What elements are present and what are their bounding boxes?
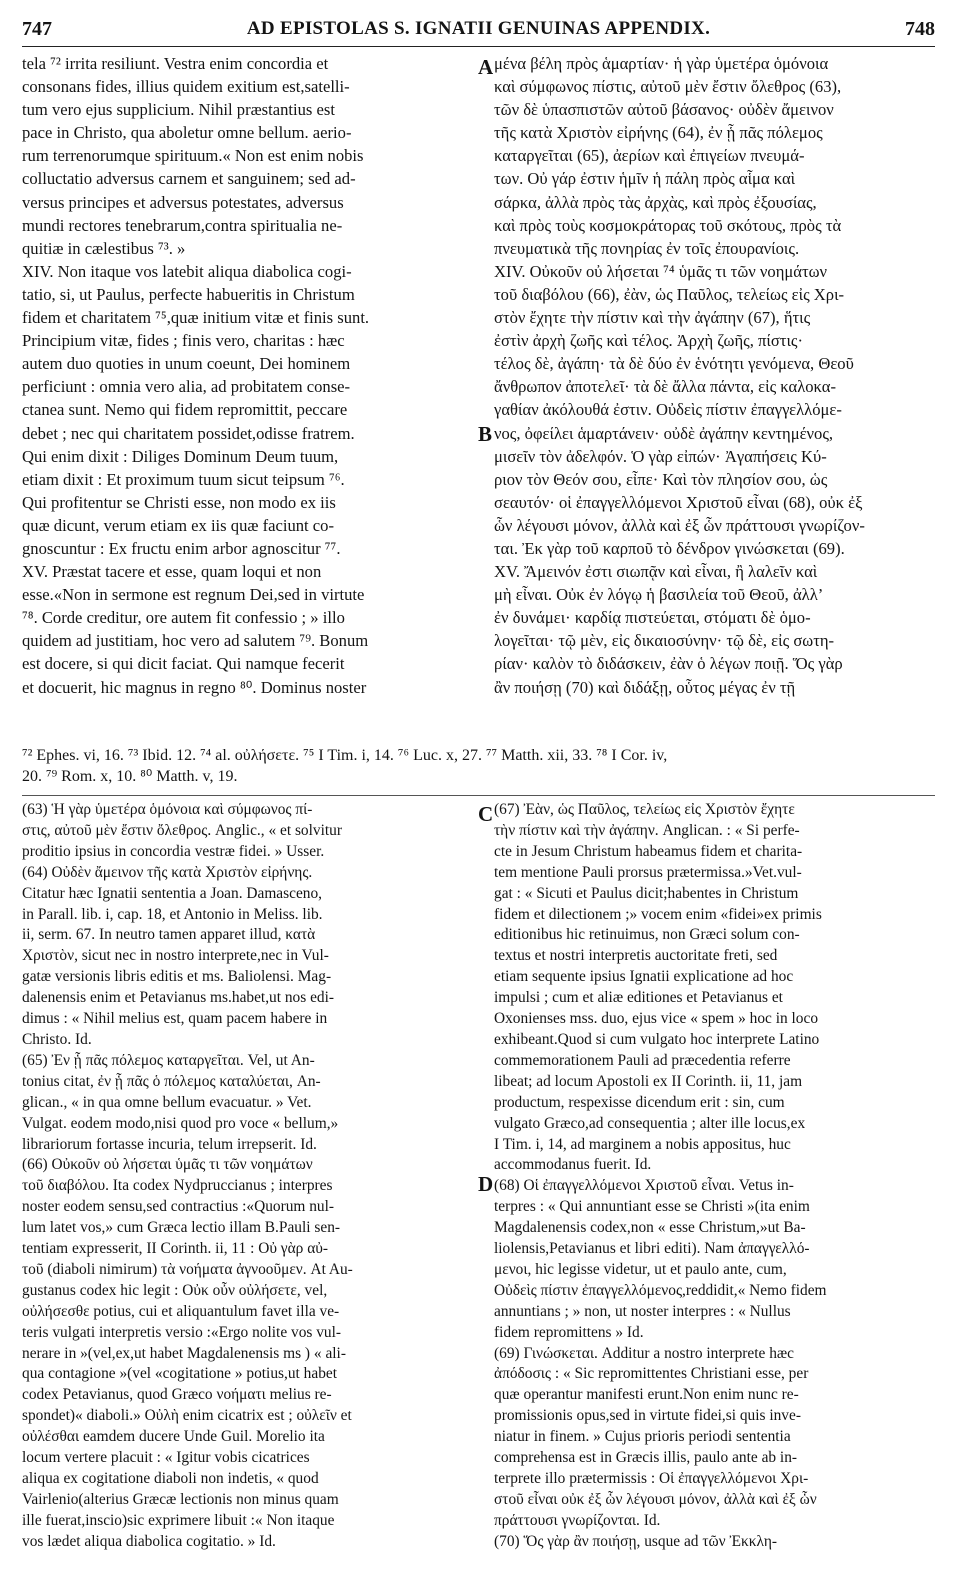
- commentary-line: (66) Οὐκοῦν οὐ λήσεται ὑμᾶς τι τῶν νοημάτων: [22, 1156, 313, 1174]
- commentary-line: cte in Jesum Christum habeamus fidem et charita-: [494, 842, 803, 860]
- greek-text-line: μισεῖν τὸν ἀδελφόν. Ὁ γὰρ εἰπών· Ἀγαπήσεις Κύ-: [494, 446, 827, 466]
- latin-text-line: quæ dicunt, verum etiam ex iis quæ faciunt co-: [22, 515, 334, 535]
- commentary-line: editionibus hic retinuimus, non Græci solum con-: [494, 926, 800, 944]
- commentary-line: στις, αὐτοῦ μὲν ἔστιν ὄλεθρος. Anglic., « et solvitur: [22, 821, 342, 839]
- commentary-line: quæ operantur manifesti erunt.Non enim nunc re-: [494, 1386, 799, 1404]
- footnote-line: ⁷² Ephes. vi, 16. ⁷³ Ibid. 12. ⁷⁴ al. οὐλήσετε. ⁷⁵ I Tim. i, 14. ⁷⁶ Luc. x, 27. ⁷⁷ Matth. xii, 33. ⁷⁸ I Cor. iv,: [22, 747, 668, 764]
- greek-text-line: τέλος δὲ, ἀγάπη· τὰ δὲ δύο ἐν ἑνότητι γενόμενα, Θεοῦ: [494, 354, 854, 374]
- greek-text-line: ρίαν· καλὸν τὸ διδάσκειν, ἐὰν ὁ λέγων ποιῇ. Ὅς γὰρ: [494, 654, 843, 674]
- commentary-line: teris vulgati interpretis versio :«Ergo nolite vos vul-: [22, 1323, 342, 1341]
- greek-text-line: σεαυτόν· οἱ ἐπαγγελλόμενοι Χριστοῦ εἶναι (68), οὐκ ἐξ: [494, 492, 863, 512]
- commentary-line: Vulgat. eodem modo,nisi quod pro voce « bellum,»: [22, 1114, 339, 1132]
- commentary-line: τὴν πίστιν καὶ τὴν ἀγάπην. Anglican. : « Si perfe-: [494, 821, 800, 839]
- greek-text-line: καταργεῖται (65), ἀερίων καὶ ἐπιγείων πνευμά-: [494, 146, 805, 166]
- commentary-line: gatæ versionis libris editis et ms. Baliolensi. Mag-: [22, 968, 332, 986]
- commentary-line: tentiam expresserit, II Corinth. ii, 11 : Οὐ γὰρ αὐ-: [22, 1240, 329, 1258]
- commentary-line: aliqua ex cogitatione diaboli non indetis, « quod: [22, 1470, 319, 1487]
- commentary-line: textus et nostri interpretis auctoritate freti, sed: [494, 947, 778, 965]
- latin-text-line: esse.«Non in sermone est regnum Dei,sed in virtute: [22, 585, 365, 605]
- commentary-line: Citatur hæc Ignatii sententia a Joan. Damasceno,: [22, 884, 323, 902]
- greek-text-line: τῶν δὲ ὑπασπιστῶν αὐτοῦ βάσανος· οὐδὲν ἄμεινον: [494, 100, 834, 120]
- commentary-right-column: [494, 800, 934, 1570]
- commentary-line: impulsi ; cum et aliæ editiones et Petavianus et: [494, 989, 783, 1007]
- greek-text-line: τοῦ διαβόλου (66), ἐὰν, ὡς Παῦλος, τελείως εἰς Χρι-: [494, 284, 845, 304]
- commentary-line: vulgato Græco,ad consequentia ; alter ille locus,ex: [494, 1114, 806, 1132]
- greek-text-line: καὶ σύμφωνος πίστις, αὐτοῦ μὲν ἔστιν ὄλεθρος (63),: [494, 77, 842, 97]
- commentary-line: gat : « Sicuti et Paulus dicit;habentes in Christum: [494, 884, 799, 902]
- margin-marker-c: C: [478, 802, 494, 826]
- commentary-line: fidem repromittens » Id.: [494, 1323, 644, 1341]
- commentary-line: spondet)« diaboli.» Οὐλὴ enim cicatrix est ; οὐλεῖν et: [22, 1407, 352, 1425]
- commentary-line: Οὐδεὶς πίστιν ἐπαγγελλόμενος,reddidit,« Nemo fidem: [494, 1281, 827, 1299]
- commentary-line: τοῦ (diaboli nimirum) τὰ νοήματα ἀγνοοῦμεν. At Au-: [22, 1260, 353, 1278]
- latin-text-line: Qui enim dixit : Diliges Dominum Deum tuum,: [22, 446, 339, 466]
- commentary-line: dalenensis enim et Petavianus ms.habet,ut nos edi-: [22, 989, 335, 1007]
- commentary-line: Vairlenio(alterius Græcæ lectionis non minus quam: [22, 1490, 339, 1508]
- commentary-line: Oxonienses mss. duo, ejus vice « spem » hoc in loco: [494, 1010, 819, 1028]
- commentary-line: ille fuerat,inscio)sic exprimere libuit :« Non itaque: [22, 1511, 335, 1529]
- commentary-line: glican., « in qua omne bellum evacuatur. » Vet.: [22, 1093, 312, 1111]
- latin-text-line: mundi rectores tenebrarum,contra spiritualia ne-: [22, 215, 343, 235]
- latin-text-line: consonans fides, illius quidem exitium est,satelli-: [22, 77, 350, 97]
- margin-marker-d: D: [478, 1172, 494, 1196]
- latin-text-line: autem duo quoties in unum coeunt, Dei hominem: [22, 354, 351, 374]
- commentary-line: (70) Ὅς γὰρ ἂν ποιήσῃ, usque ad τῶν Ἐκκλη-: [494, 1532, 777, 1550]
- commentary-line: πράττουσι γνωρίζονται. Id.: [494, 1511, 661, 1529]
- greek-text-line: ἂν ποιήσῃ (70) καὶ διδάξῃ, οὗτος μέγας ἐν τῇ: [494, 677, 796, 697]
- commentary-line: annuntians ; » non, ut noster interpres : « Nullus: [494, 1302, 791, 1320]
- commentary-line: Magdalenensis codex,non « esse Christum,»ut Ba-: [494, 1219, 806, 1237]
- commentary-line: (64) Οὐδὲν ἄμεινον τῆς κατὰ Χριστὸν εἰρήνης.: [22, 863, 313, 881]
- greek-text-line: καὶ πρὸς τοὺς κοσμοκράτορας τοῦ σκότους, πρὸς τὰ: [494, 215, 842, 235]
- commentary-line: tonius citat, ἐν ᾗ πᾶς ὁ πόλεμος καταλύεται, An-: [22, 1072, 321, 1090]
- greek-text-line: ται. Ἐκ γὰρ τοῦ καρποῦ τὸ δένδρον γινώσκεται (69).: [494, 538, 845, 558]
- latin-text-line: ctanea sunt. Nemo qui fidem repromittit, peccare: [22, 400, 348, 420]
- notes-divider: [22, 795, 935, 796]
- latin-text-line: XIV. Non itaque vos latebit aliqua diabolica cogi-: [22, 261, 352, 281]
- greek-text-line: ἄνθρωπον ἀποτελεῖ· τὰ δὲ ἄλλα πάντα, εἰς καλοκα-: [494, 377, 836, 397]
- commentary-line: gustanus codex hic legit : Οὐκ οὖν οὐλήσετε, vel,: [22, 1281, 328, 1299]
- commentary-line: Christo. Id.: [22, 1030, 92, 1048]
- commentary-line: nerare in »(vel,ex,ut habet Magdalenensis ms ) « ali-: [22, 1344, 346, 1362]
- commentary-line: terpres : « Qui annuntiant esse se Christi »(ita enim: [494, 1198, 810, 1216]
- greek-text-line: στὸν ἔχητε τὴν πίστιν καὶ τὴν ἀγάπην (67), ἥτις: [494, 308, 811, 328]
- latin-text-column: [22, 52, 474, 712]
- footnote-line: 20. ⁷⁹ Rom. x, 10. ⁸⁰ Matth. v, 19.: [22, 768, 238, 785]
- commentary-line: locum vertere placuit : « Igitur vobis cicatrices: [22, 1449, 310, 1467]
- commentary-line: μενοι, hic legisse videtur, ut et paulo ante, cum,: [494, 1260, 787, 1278]
- commentary-line: exhibeant.Quod si cum vulgato hoc interprete Latino: [494, 1030, 820, 1048]
- latin-text-line: quidem ad justitiam, hoc vero ad salutem ⁷⁹. Bonum: [22, 631, 369, 651]
- commentary-line: in Parall. lib. i, cap. 18, et Antonio in Meliss. lib.: [22, 905, 323, 923]
- latin-text-line: ⁷⁸. Corde creditur, ore autem fit confessio ; » illo: [22, 608, 345, 628]
- commentary-line: οὐλήσεσθε potius, cui et aliquantulum favet illa ve-: [22, 1302, 340, 1320]
- commentary-line: ii, serm. 67. In neutro tamen apparet illud, κατὰ: [22, 926, 316, 944]
- running-title: AD EPISTOLAS S. IGNATII GENUINAS APPENDIX.: [246, 18, 711, 39]
- running-header: [22, 12, 935, 47]
- greek-text-line: γαθίαν ἀκόλουθά ἐστιν. Οὐδεὶς πίστιν ἐπαγγελλόμε-: [494, 400, 842, 420]
- commentary-line: etiam sequente ipsius Ignatii explicatione ad hoc: [494, 968, 794, 986]
- commentary-line: commemorationem Pauli ad præcedentia referre: [494, 1051, 791, 1069]
- greek-text-line: ἐστὶν ἀρχὴ ζωῆς καὶ τέλος. Ἀρχὴ ζωῆς, πίστις·: [494, 331, 804, 351]
- latin-text-line: Principium vitæ, fides ; finis vero, charitas : hæc: [22, 331, 345, 351]
- commentary-line: qua contagione »(vel «cogitatione » potius,ut habet: [22, 1365, 337, 1383]
- commentary-line: tem mentione Pauli prorsus prætermissa.»Vet.vul-: [494, 863, 802, 881]
- latin-text-line: perficiunt : omnia vero alia, ad probitatem conse-: [22, 377, 351, 397]
- commentary-line: fidem et dilectionem ;» vocem enim «fidei»ex primis: [494, 905, 822, 923]
- latin-text-line: rum terrenorumque spirituum.« Non est enim nobis: [22, 146, 364, 166]
- latin-text-line: colluctatio adversus carnem et sanguinem; sed ad-: [22, 169, 356, 189]
- greek-text-line: λογεῖται· τῷ μὲν, εἰς δικαιοσύνην· τῷ δὲ, εἰς σωτη-: [494, 631, 835, 651]
- latin-text-line: versus principes et adversus potestates, adversus: [22, 192, 344, 212]
- greek-text-line: ριον τὸν Θεόν σου, εἶπε· Καὶ τὸν πλησίον σου, ὡς: [494, 469, 828, 489]
- latin-text-line: gnoscuntur : Ex fructu enim arbor agnoscitur ⁷⁷.: [22, 538, 341, 558]
- commentary-line: promissionis opus,sed in virtute fidei,si quis inve-: [494, 1407, 801, 1425]
- commentary-line: proditio ipsius in concordia vestræ fidei. » Usser.: [22, 842, 325, 860]
- greek-text-line: νος, ὀφείλει ἁμαρτάνειν· οὐδὲ ἀγάπην κεντημένος,: [494, 423, 834, 443]
- commentary-line: accommodanus fuerit. Id.: [494, 1156, 652, 1174]
- commentary-line: (63) Ἡ γὰρ ὑμετέρα ὁμόνοια καὶ σύμφωνος πί-: [22, 801, 313, 818]
- commentary-line: (68) Οἱ ἐπαγγελλόμενοι Χριστοῦ εἶναι. Vetus in-: [494, 1177, 794, 1195]
- commentary-line: (65) Ἐν ᾗ πᾶς πόλεμος καταργεῖται. Vel, ut An-: [22, 1051, 315, 1069]
- commentary-line: terprete illo prætermissis : Οἱ ἐπαγγελλόμενοι Χρι-: [494, 1470, 809, 1487]
- latin-text-line: Qui profitentur se Christi esse, non modo ex iis: [22, 492, 336, 512]
- latin-text-line: tela ⁷² irrita resiliunt. Vestra enim concordia et: [22, 54, 329, 73]
- latin-text-line: debet ; nec qui charitatem possidet,odisse fratrem.: [22, 423, 355, 443]
- commentary-line: I Tim. i, 14, ad marginem a nobis appositus, huc: [494, 1135, 791, 1153]
- footnotes: [22, 745, 935, 787]
- commentary-line: (69) Γινώσκεται. Additur a nostro interprete hæc: [494, 1344, 795, 1362]
- commentary-line: liolensis,Petavianus et libri editi). Nam ἀπαγγελλό-: [494, 1240, 810, 1258]
- latin-text-line: quitiæ in cælestibus ⁷³. »: [22, 238, 186, 258]
- commentary-line: noster eodem sensu,sed contractius :«Quorum nul-: [22, 1198, 335, 1216]
- latin-text-line: pace in Christo, qua aboletur omne bellum. aerio-: [22, 123, 352, 143]
- greek-text-line: τῆς κατὰ Χριστὸν εἰρήνης (64), ἐν ᾗ πᾶς πόλεμος: [494, 123, 823, 143]
- greek-text-line: σάρκα, ἀλλὰ πρὸς τὰς ἀρχὰς, καὶ πρὸς ἐξουσίας,: [494, 192, 817, 212]
- commentary-line: στοῦ εἶναι οὐκ ἐξ ὧν λέγουσι μόνον, ἀλλὰ καὶ ἐξ ὧν: [494, 1490, 817, 1508]
- latin-text-line: etiam dixit : Et proximum tuum sicut teipsum ⁷⁶.: [22, 469, 345, 489]
- commentary-line: codex Petavianus, quod Græco νοήματι melius re-: [22, 1386, 332, 1404]
- commentary-line: τοῦ διαβόλου. Ita codex Nydpruccianus ; interpres: [22, 1177, 333, 1195]
- greek-text-line: πνευματικὰ τῆς πονηρίας ἐν τοῖς ἐπουρανίοις.: [494, 238, 800, 258]
- commentary-line: (67) Ἐὰν, ὡς Παῦλος, τελείως εἰς Χριστὸν ἔχητε: [494, 801, 795, 818]
- greek-text-line: των. Οὐ γάρ ἐστιν ἡμῖν ἡ πάλη πρὸς αἷμα καὶ: [494, 169, 796, 189]
- margin-marker-a: A: [478, 55, 494, 79]
- commentary-line: dimus : « Nihil melius est, quam pacem habere in: [22, 1010, 328, 1028]
- greek-text-line: ἐν δυνάμει· καρδίᾳ πιστεύεται, στόματι δὲ ὁμο-: [494, 608, 811, 628]
- greek-text-line: XIV. Οὐκοῦν οὐ λήσεται ⁷⁴ ὑμᾶς τι τῶν νοημάτων: [494, 261, 828, 281]
- greek-text-line: μὴ εἶναι. Οὐκ ἐν λόγῳ ἡ βασιλεία τοῦ Θεοῦ, ἀλλ’: [494, 585, 824, 605]
- page-number-left: 747: [22, 17, 52, 40]
- latin-text-line: fidem et charitatem ⁷⁵,quæ initium vitæ et finis sunt.: [22, 308, 370, 328]
- latin-text-line: est docere, si qui dicit faciat. Qui namque fecerit: [22, 654, 345, 674]
- latin-text-line: tum vero ejus supplicium. Nihil præstantius est: [22, 100, 335, 120]
- greek-text-column: [494, 52, 934, 712]
- commentary-left-column: [22, 800, 474, 1570]
- greek-text-line: ὧν λέγουσι μόνον, ἀλλὰ καὶ ἐξ ὧν πράττουσι γνωρίζον-: [494, 515, 865, 535]
- margin-marker-b: B: [478, 422, 493, 446]
- commentary-line: niatur in finem. » Cujus prioris periodi sententia: [494, 1428, 791, 1446]
- latin-text-line: et docuerit, hic magnus in regno ⁸⁰. Dominus noster: [22, 677, 367, 697]
- commentary-line: productum, respexisse dicendum erit : sin, cum: [494, 1093, 785, 1111]
- latin-text-line: tatio, si, ut Paulus, perfecte habueritis in Christum: [22, 284, 355, 304]
- commentary-line: vos lædet aliqua diabolica cogitatio. » Id.: [22, 1532, 276, 1550]
- commentary-line: librariorum fortasse incuria, telum irrepserit. Id.: [22, 1135, 317, 1153]
- page-number-right: 748: [905, 17, 935, 40]
- latin-text-line: XV. Præstat tacere et esse, quam loqui et non: [22, 562, 322, 582]
- commentary-line: ἀπόδοσις : « Sic repromittentes Christiani esse, per: [494, 1365, 809, 1383]
- greek-text-line: XV. Ἄμεινόν ἐστι σιωπᾷν καὶ εἶναι, ἢ λαλεῖν καὶ: [494, 562, 818, 582]
- commentary-line: libeat; ad locum Apostoli ex II Corinth. ii, 11, jam: [494, 1072, 803, 1090]
- commentary-line: οὐλέσθαι eamdem ducere Unde Guil. Morelio ita: [22, 1428, 325, 1446]
- commentary-line: Χριστὸν, sicut nec in nostro interprete,nec in Vul-: [22, 947, 329, 965]
- commentary-line: comprehensa est in Græcis illis, paulo ante ab in-: [494, 1449, 798, 1467]
- greek-text-line: μένα βέλη πρὸς ἁμαρτίαν· ἡ γὰρ ὑμετέρα ὁμόνοια: [494, 54, 829, 73]
- commentary-line: lum latet vos,» cum Græca lectio illam B.Pauli sen-: [22, 1219, 341, 1237]
